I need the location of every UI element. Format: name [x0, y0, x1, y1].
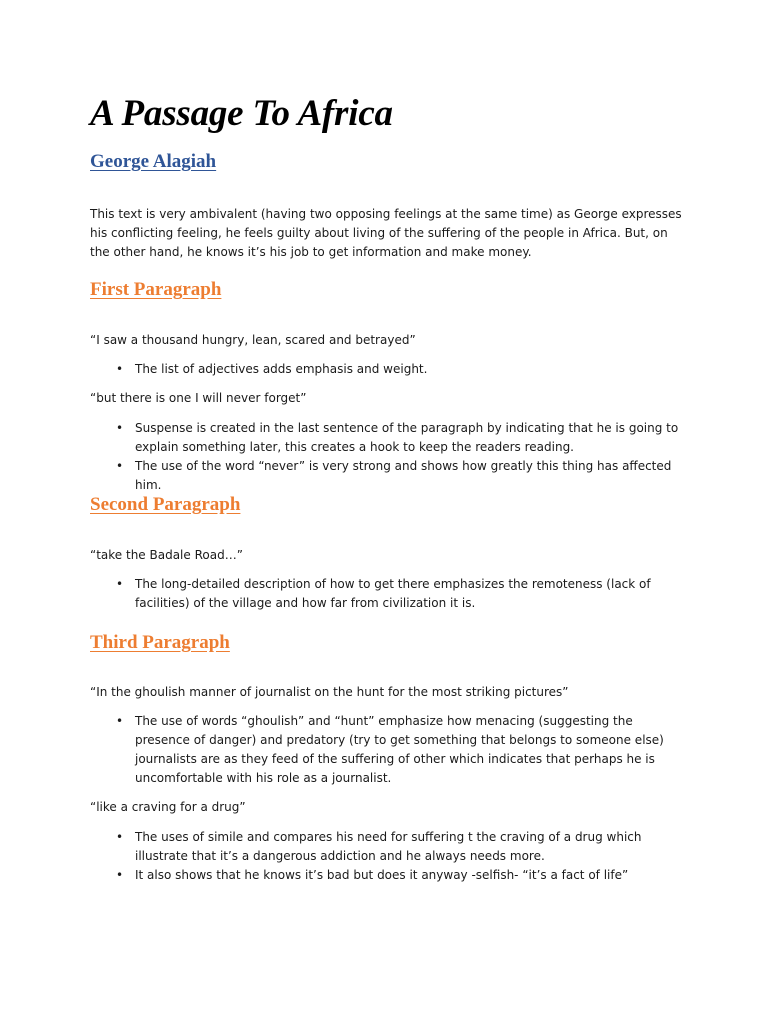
bullet-text: Suspense is created in the last sentence of the paragraph by indicating that he is going to explain something later, this creates a hook to keep the readers reading. [135, 421, 679, 454]
author-name: George Alagiah [90, 151, 217, 172]
section-heading-first-paragraph: First Paragraph [90, 279, 222, 300]
bullet-text: The list of adjectives adds emphasis and weight. [135, 362, 428, 376]
quote-text: “like a craving for a drug” [90, 800, 246, 814]
bullet-text: The uses of simile and compares his need for suffering t the craving of a drug which illustrate that it’s a dangerous addiction and he always needs more. [135, 830, 642, 863]
bullet-dot-icon: • [116, 577, 124, 591]
quote-text: “I saw a thousand hungry, lean, scared and betrayed” [90, 333, 416, 347]
bullet-list [90, 575, 690, 613]
bullet-dot-icon: • [116, 830, 124, 844]
bullet-text: The use of words “ghoulish” and “hunt” emphasize how menacing (suggesting the presence of danger) and predatory (try to get something that belongs to someone else) journalists are as they feed of the suffering of other which indicates that perhaps he is uncomfortable with his role as a journalist. [135, 714, 664, 785]
bullet-text: It also shows that he knows it’s bad but does it anyway -selfish- “it’s a fact of life” [135, 868, 629, 882]
bullet-list [90, 712, 690, 788]
bullet-text: The use of the word “never” is very strong and shows how greatly this thing has affected him. [135, 459, 672, 492]
bullet-item [90, 828, 690, 866]
bullet-dot-icon: • [116, 868, 124, 882]
bullet-dot-icon: • [116, 459, 124, 473]
quote-text: “take the Badale Road…” [90, 548, 243, 562]
bullet-dot-icon: • [116, 362, 124, 376]
bullet-text: The long-detailed description of how to get there emphasizes the remoteness (lack of facilities) of the village and how far from civilization it is. [135, 577, 651, 610]
bullet-item [90, 712, 690, 788]
bullet-dot-icon: • [116, 714, 124, 728]
bullet-item [90, 575, 690, 613]
bullet-item [90, 866, 690, 885]
quote-text: “In the ghoulish manner of journalist on the hunt for the most striking pictures” [90, 685, 569, 699]
bullet-dot-icon: • [116, 421, 124, 435]
intro-paragraph: This text is very ambivalent (having two opposing feelings at the same time) as George expresses his conflicting feeling, he feels guilty about living of the suffering of the people in Africa. But, on the other hand, he knows it’s his job to get information and make money. [90, 207, 682, 259]
bullet-item [90, 419, 690, 457]
bullet-list [90, 828, 690, 885]
section-heading-second-paragraph: Second Paragraph [90, 494, 241, 515]
quote-text: “but there is one I will never forget” [90, 391, 307, 405]
bullet-item [90, 360, 690, 379]
bullet-item [90, 457, 690, 495]
section-heading-third-paragraph: Third Paragraph [90, 632, 230, 653]
bullet-list [90, 419, 690, 495]
bullet-list [90, 360, 690, 379]
document-title: A Passage To Africa [90, 93, 393, 134]
